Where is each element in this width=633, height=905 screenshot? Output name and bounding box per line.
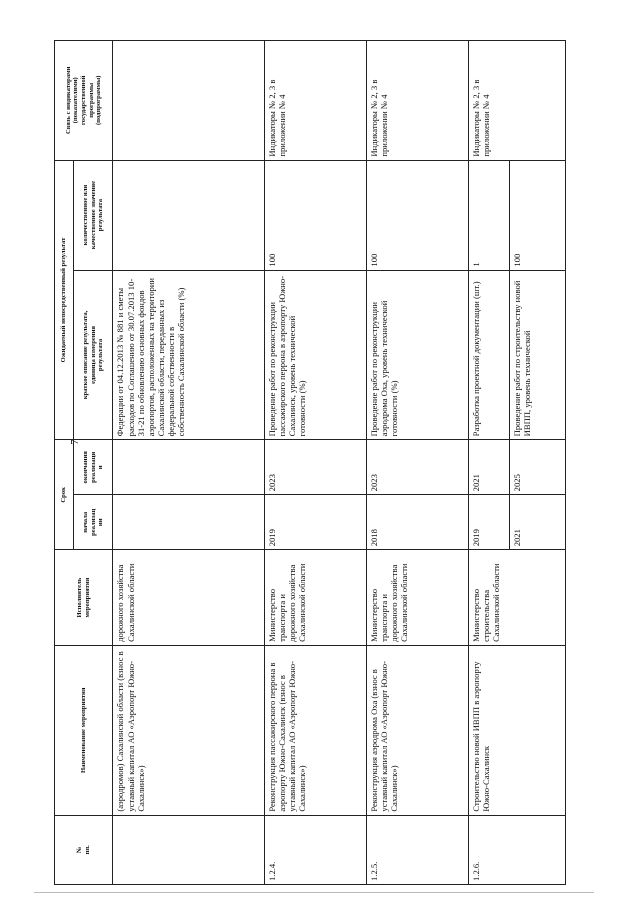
- header-num: № пп.: [55, 815, 113, 884]
- cell-name: Реконструкция аэродрома Оха (взнос в уставный капитал АО «Аэропорт Южно-Сахалинск»): [366, 645, 468, 815]
- cell-desc: Проведение работ по реконструкции аэродрома Оха, уровень технической готовности (%): [366, 270, 468, 440]
- cell-executor: Министерство транспорта и дорожного хозяйства Сахалинской области: [265, 550, 367, 646]
- header-expected: Ожидаемый непосредственный результат: [55, 160, 74, 440]
- cell-num: 1.2.5.: [366, 815, 468, 884]
- header-expected-desc: краткое описание результата, единица измерения результата: [74, 270, 113, 440]
- header-name: Наименование мероприятия: [55, 645, 113, 815]
- header-expected-value: количественное или качественное значение результата: [74, 160, 113, 270]
- cell-value: 100: [366, 160, 468, 270]
- cell-name: (аэродромов) Сахалинской области (взнос в уставный капитал АО «Аэропорт Южно-Сахалинск»): [113, 645, 265, 815]
- cell-name: Реконструкция пассажирского перрона в аэропорту Южно-Сахалинск (взнос в уставный капитал АО «Аэропорт Южно-Сахалинск»): [265, 645, 367, 815]
- cell-end: 2025: [509, 440, 565, 495]
- header-link: Связь с индикаторами (показателями) государственной программы (подпрограммы): [55, 41, 113, 161]
- header-term-end: окончания реализаци и: [74, 440, 113, 495]
- cell-link: Индикаторы № 2, 3 в приложении № 4: [265, 41, 367, 161]
- header-executor: Исполнитель мероприятия: [55, 550, 113, 646]
- cell-end: 2023: [265, 440, 367, 495]
- cell-value: [113, 160, 265, 270]
- cell-value: 1: [468, 160, 509, 270]
- cell-link: [113, 41, 265, 161]
- cell-link: Индикаторы № 2, 3 в приложении № 4: [468, 41, 565, 161]
- table-row: [468, 41, 509, 885]
- cell-desc: Проведение работ по реконструкции пассажирского перрона в аэропорту Южно-Сахалинск, уровень технической готовности (%): [265, 270, 367, 440]
- cell-desc: Проведение работ по строительству новой ИВПП, уровень технической: [509, 270, 565, 440]
- cell-start: 2019: [468, 495, 509, 550]
- cell-executor: Министерство строительства Сахалинской области: [468, 550, 565, 646]
- cell-desc: Федерации от 04.12.2013 № 881 и сметы расходов по Соглашению от 30.07.2013 10-31-21 по обновлению основных фондов аэропортов, расположенных на территории Сахалинской области, переданных из федеральной собственности в собственность Сахалинской области (%): [113, 270, 265, 440]
- cell-desc: Разработка проектной документации (шт.): [468, 270, 509, 440]
- cell-executor: дорожного хозяйства Сахалинской области: [113, 550, 265, 646]
- page-number: 7: [68, 439, 81, 445]
- rotated-table-wrapper: [54, 40, 566, 885]
- cell-start: 2018: [366, 495, 468, 550]
- header-term: Срок: [55, 440, 74, 550]
- cell-end: [113, 440, 265, 495]
- page-bottom-rule: [34, 892, 594, 893]
- header-term-start: начала реализац ии: [74, 495, 113, 550]
- cell-executor: Министерство транспорта и дорожного хозяйства Сахалинской области: [366, 550, 468, 646]
- cell-link: Индикаторы № 2, 3 в приложении № 4: [366, 41, 468, 161]
- cell-end: 2023: [366, 440, 468, 495]
- measures-table: [54, 40, 566, 885]
- cell-start: [113, 495, 265, 550]
- cell-start: 2021: [509, 495, 565, 550]
- cell-start: 2019: [265, 495, 367, 550]
- cell-name: Строительство новой ИВПП в аэропорту Южно-Сахалинск: [468, 645, 565, 815]
- cell-end: 2021: [468, 440, 509, 495]
- table-row: [265, 41, 367, 885]
- cell-num: [113, 815, 265, 884]
- cell-num: 1.2.4.: [265, 815, 367, 884]
- table-row: [366, 41, 468, 885]
- cell-value: 100: [265, 160, 367, 270]
- cell-value: 100: [509, 160, 565, 270]
- table-row: [113, 41, 265, 885]
- cell-num: 1.2.6.: [468, 815, 565, 884]
